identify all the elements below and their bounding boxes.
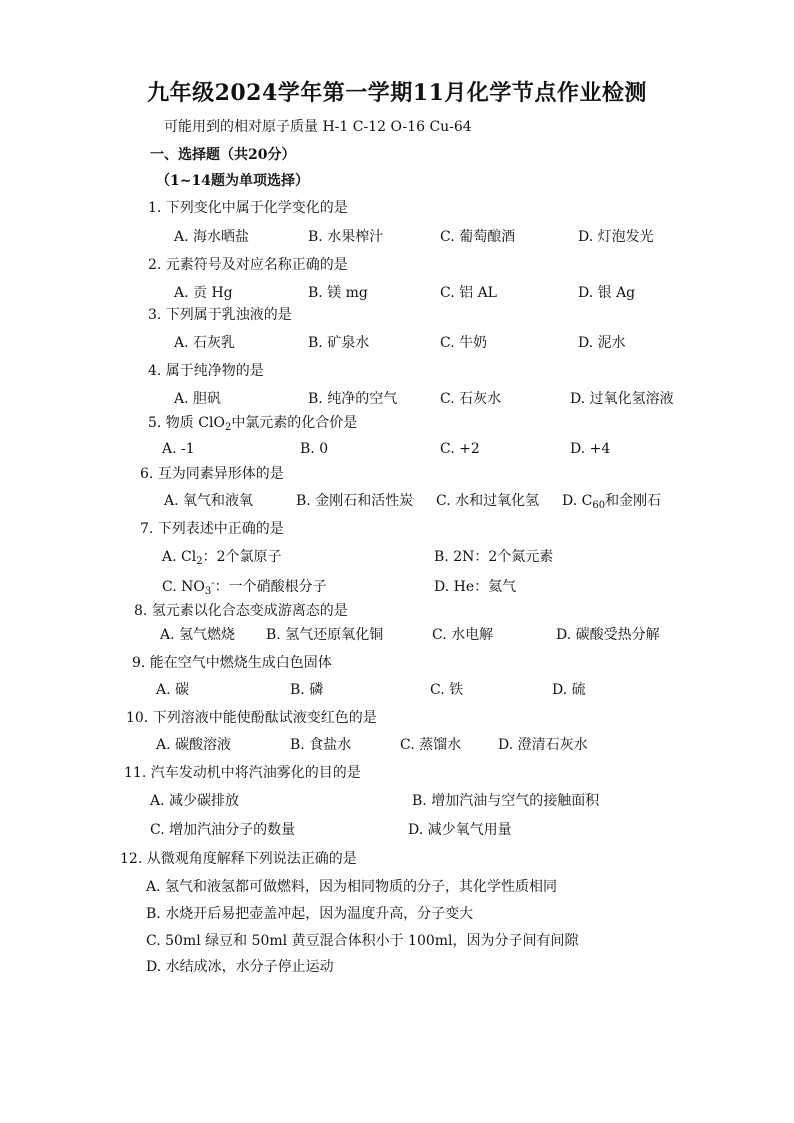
option-b: B. 磷 <box>290 682 324 698</box>
subscript: 3 <box>204 586 212 597</box>
option-c: C. 铝 AL <box>440 285 497 301</box>
question-stem: 12. 从微观角度解释下列说法正确的是 <box>120 851 357 867</box>
option-text: D. C <box>562 493 593 509</box>
option-c: C. 水和过氧化氢 <box>436 493 540 509</box>
option-b: B. 矿泉水 <box>308 335 370 351</box>
question-stem: 6. 互为同素异形体的是 <box>140 466 284 482</box>
option-text: ：2个氮元素 <box>474 549 554 565</box>
option-a: A. 氢气燃烧 <box>160 627 236 643</box>
option-b: B. 0 <box>300 441 329 457</box>
option-c: C. 葡萄酿酒 <box>440 229 516 245</box>
question-stem: 8. 氢元素以化合态变成游离态的是 <box>134 603 348 619</box>
question-stem: 1. 下列变化中属于化学变化的是 <box>148 200 348 216</box>
section-note: （1~14题为单项选择） <box>156 173 309 189</box>
question-stem: 9. 能在空气中燃烧生成白色固体 <box>132 655 332 671</box>
option-b: B. 金刚石和活性炭 <box>296 493 414 509</box>
option-d: D. +4 <box>570 441 611 457</box>
option-a: A. 减少碳排放 <box>150 793 240 809</box>
option-a: A. 海水晒盐 <box>174 229 250 245</box>
option-a: A. 石灰乳 <box>174 335 236 351</box>
option-c: C. 水电解 <box>432 627 494 643</box>
option-b: B. 水果榨汁 <box>308 229 384 245</box>
option-text: ：2个氯原子 <box>202 549 282 565</box>
option-c: C. 石灰水 <box>440 391 502 407</box>
stem-text: 中氯元素的化合价是 <box>231 415 358 431</box>
option-d: D. 碳酸受热分解 <box>556 627 660 643</box>
option-b: B. 增加汽油与空气的接触面积 <box>412 793 600 809</box>
option-b: B. 水烧开后易把壶盖冲起，因为温度升高，分子变大 <box>146 906 474 922</box>
question-stem: 11. 汽车发动机中将汽油雾化的目的是 <box>124 765 361 781</box>
option-d: D. 灯泡发光 <box>578 229 654 245</box>
option-b <box>434 548 553 566</box>
superscript: - <box>211 578 215 589</box>
option-a: A. 氧气和液氧 <box>164 493 254 509</box>
option-b: B. 镁 mg <box>308 285 368 301</box>
question-stem: 4. 属于纯净物的是 <box>148 363 264 379</box>
option-a: A. 氢气和液氢都可做燃料，因为相同物质的分子，其化学性质相同 <box>146 879 558 895</box>
option-a: A. 碳酸溶液 <box>156 737 232 753</box>
option-b: B. 氢气还原氧化铜 <box>266 627 384 643</box>
question-stem: 10. 下列溶液中能使酚酞试液变红色的是 <box>126 710 377 726</box>
option-d: D. He：氦气 <box>434 579 517 595</box>
option-c: C. +2 <box>440 441 480 457</box>
option-d: D. 过氧化氢溶液 <box>570 391 674 407</box>
option-text: A. Cl <box>162 549 197 565</box>
option-a: A. 胆矾 <box>174 391 222 407</box>
option-d <box>562 492 661 510</box>
question-stem: 7. 下列表述中正确的是 <box>140 521 284 537</box>
option-c <box>162 578 327 596</box>
option-d: D. 银 Ag <box>578 285 636 301</box>
option-d: D. 澄清石灰水 <box>498 737 588 753</box>
subscript: 60 <box>592 500 606 511</box>
option-c: C. 铁 <box>430 682 464 698</box>
option-text: C. NO <box>162 579 205 595</box>
option-text: B. 2N <box>434 549 475 565</box>
page-title: 九年级2024学年第一学期11月化学节点作业检测 <box>147 80 647 106</box>
option-text: ：一个硝酸根分子 <box>214 579 327 595</box>
option-d: D. 硫 <box>552 682 586 698</box>
atomic-masses: 可能用到的相对原子质量 H-1 C-12 O-16 Cu-64 <box>164 119 472 135</box>
option-c: C. 增加汽油分子的数量 <box>150 822 296 838</box>
option-c: C. 50ml 绿豆和 50ml 黄豆混合体积小于 100ml，因为分子间有间隙 <box>146 933 579 949</box>
option-d: D. 泥水 <box>578 335 626 351</box>
option-c: C. 蒸馏水 <box>400 737 462 753</box>
option-d: D. 减少氧气用量 <box>408 822 512 838</box>
option-a: A. 碳 <box>156 682 190 698</box>
option-text: 和金刚石 <box>605 493 662 509</box>
option-b: B. 纯净的空气 <box>308 391 398 407</box>
question-stem: 3. 下列属于乳浊液的是 <box>148 307 292 323</box>
option-c: C. 牛奶 <box>440 335 488 351</box>
question-stem <box>148 414 357 432</box>
option-d: D. 水结成冰，水分子停止运动 <box>146 959 334 975</box>
subscript: 2 <box>196 556 203 567</box>
option-a: A. 贡 Hg <box>174 285 233 301</box>
stem-text: 5. 物质 ClO <box>148 415 225 431</box>
subscript: 2 <box>224 422 232 433</box>
option-a <box>162 548 282 566</box>
option-b: B. 食盐水 <box>290 737 352 753</box>
option-a: A. -1 <box>162 441 195 457</box>
section-heading: 一、选择题（共20分） <box>150 147 296 163</box>
question-stem: 2. 元素符号及对应名称正确的是 <box>148 257 348 273</box>
